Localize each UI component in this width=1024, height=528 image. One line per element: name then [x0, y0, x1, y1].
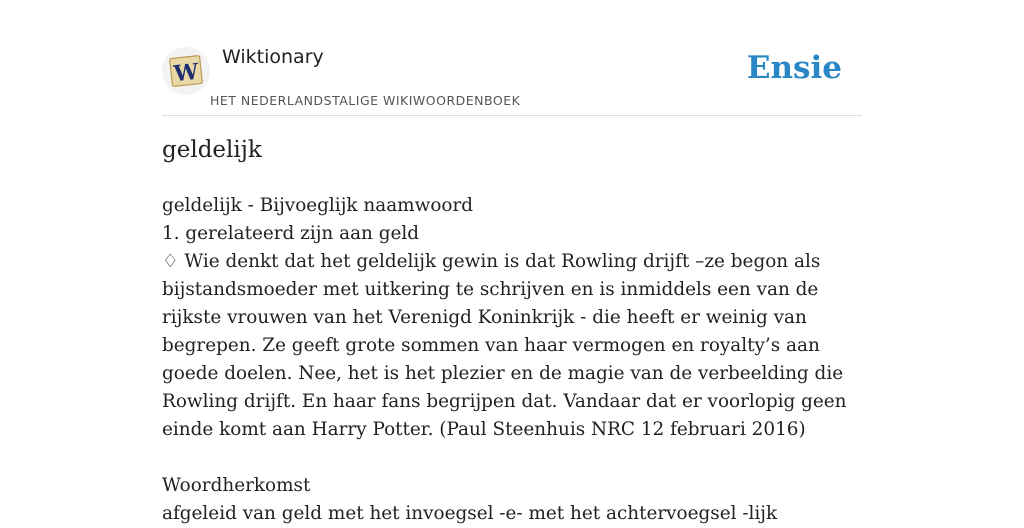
site-subtitle: HET NEDERLANDSTALIGE WIKIWOORDENBOEK — [210, 93, 521, 108]
definition-heading: geldelijk - Bijvoeglijk naamwoord — [162, 195, 474, 216]
meaning: 1. gerelateerd zijn aan geld — [162, 223, 420, 244]
site-name-link[interactable]: Wiktionary — [222, 46, 324, 68]
section-spacer — [162, 444, 868, 472]
wiktionary-tile-icon — [166, 51, 206, 91]
site-header — [162, 40, 862, 116]
example-quote: ♢ Wie denkt dat het geldelijk gewin is dat Rowling drijft –ze begon als bijstandsmoeder met uitkering te schrijven en is inmiddels een van de rijkste vrouwen van het Verenigd Koninkrijk - die heeft er weinig van begrepen. Ze geeft grote sommen van haar vermogen en royalty’s aan goede doelen. Nee, het is het plezier en de magie van de verbeelding die Rowling drijft. En haar fans begrijpen dat. Vandaar dat er voorlopig geen einde komt aan Harry Potter. (Paul Steenhuis NRC 12 februari 2016) — [162, 251, 847, 440]
page-title: geldelijk — [162, 137, 262, 163]
ensie-brand-link[interactable]: Ensie — [746, 50, 842, 86]
entry-content — [162, 192, 868, 528]
svg-text:W: W — [172, 58, 200, 88]
wiktionary-logo-icon[interactable] — [162, 47, 210, 95]
etymology-heading: Woordherkomst — [162, 475, 311, 496]
etymology-text: afgeleid van geld met het invoegsel -e- met het achtervoegsel -lijk — [162, 503, 778, 524]
